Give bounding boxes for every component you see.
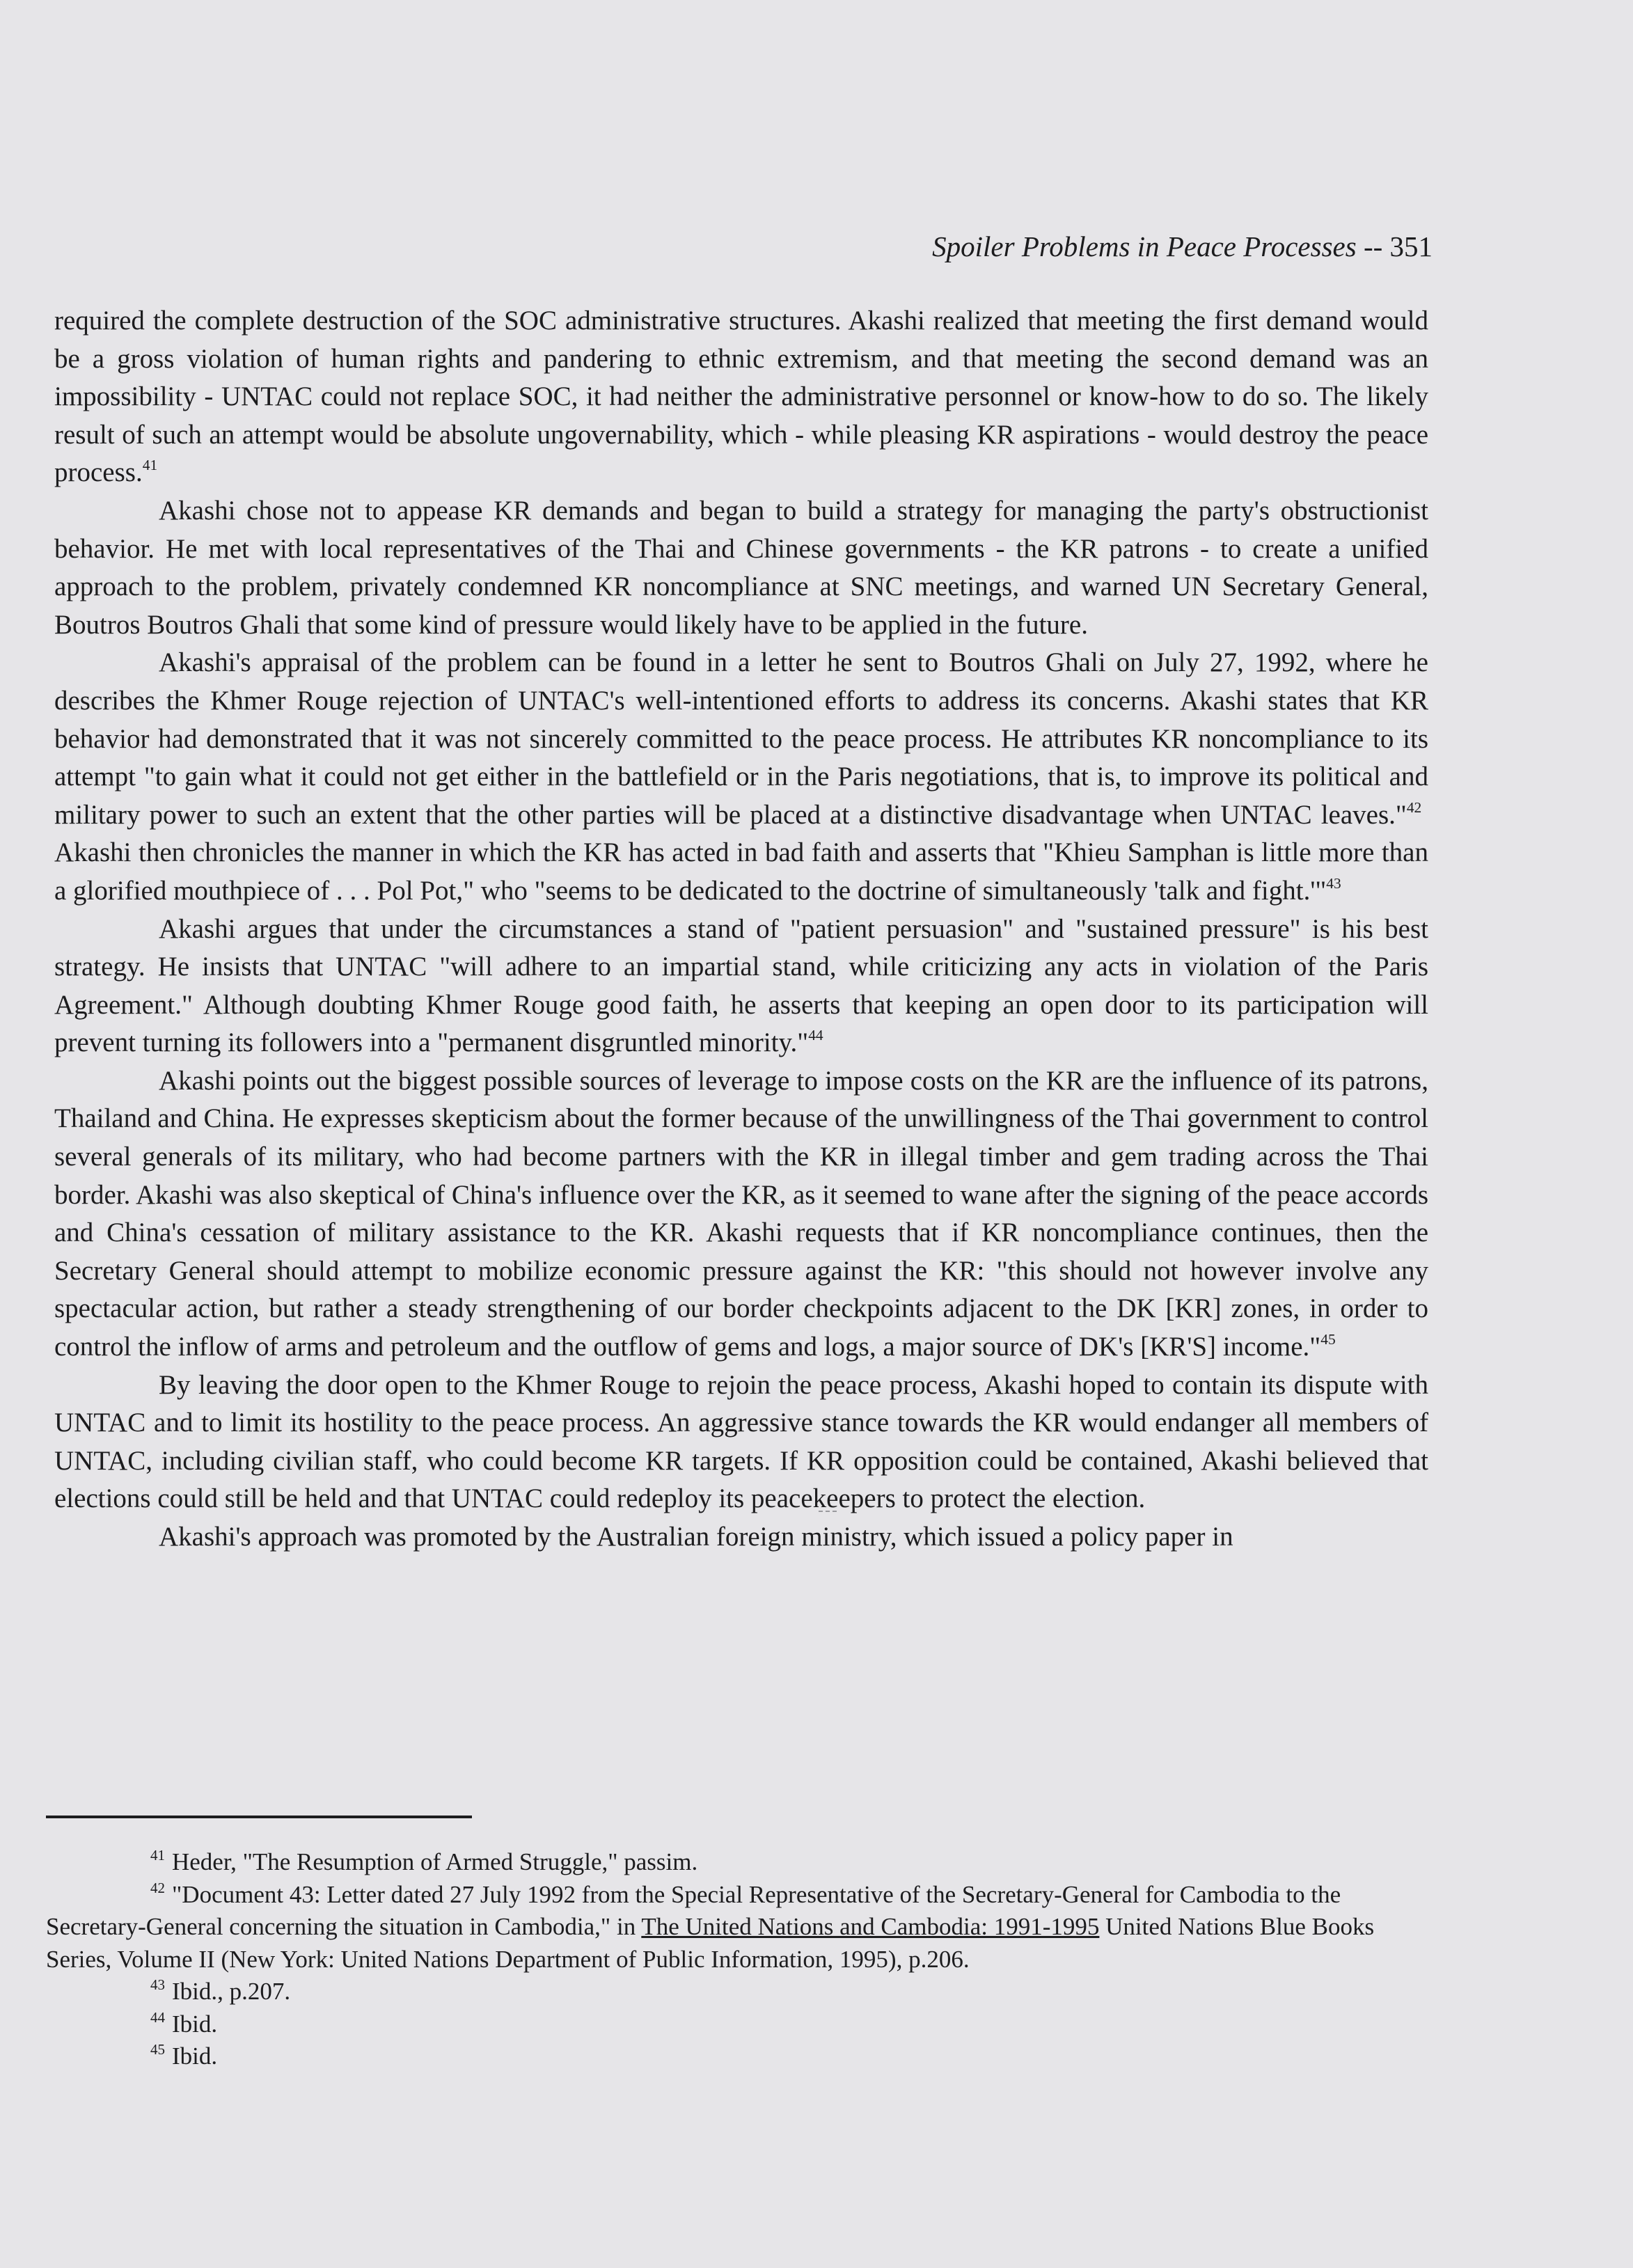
footnote: $^{41}$ Heder, "The Resumption of Armed Struggle," passim. bbox=[150, 1847, 698, 1875]
footnote-number: 44 bbox=[150, 2008, 165, 2026]
footnote-ref: 44 bbox=[808, 1027, 823, 1044]
footnote-ref: 42 bbox=[1406, 798, 1422, 816]
footnote: $^{44}$ Ibid. bbox=[150, 2008, 218, 2038]
paragraph: required the complete destruction of the SOC administrative structures. Akashi realized that meeting the first demand would be a gross violation of human rights and pandering to ethnic extremism, and that meeting the second demand was an impossibility - UNTAC could not replace SOC, it had neither the administrative personnel or know-how to do so. The likely result of such an attempt would be absolute ungovernability, which - while pleasing KR aspirations - would destroy the peace process.$^{41}$ bbox=[54, 306, 1428, 488]
scan-mark bbox=[819, 1511, 837, 1512]
footnote-number: 41 bbox=[150, 1847, 165, 1864]
footnote: $^{42}$ "Document 43: Letter dated 27 July 1992 from the Special Representative of the Secretary-General for Cambodia to the Secretary-General concerning the situation in Cambodia," in The United Nations and Cambodia: 1991-1995 United Nations Blue Books Series, Volume II (New York: United Nations Department of Public Information, 1995), p.206. bbox=[46, 1879, 1375, 1973]
cited-title: The United Nations and Cambodia: 1991-1995 bbox=[641, 1913, 1100, 1940]
paragraph: Akashi argues that under the circumstances a stand of "patient persuasion" and "sustained pressure" is his best strategy. He insists that UNTAC "will adhere to an impartial stand, while criticizing any acts in violation of the Paris Agreement." Although doubting Khmer Rouge good faith, he asserts that keeping an open door to its participation will prevent turning its followers into a "permanent disgruntled minority."$^{44}$ bbox=[54, 913, 1428, 1058]
page-number: 351 bbox=[1389, 230, 1433, 262]
footnote-divider bbox=[46, 1816, 472, 1818]
footnote-ref: 43 bbox=[1326, 874, 1341, 892]
footnote-ref: 41 bbox=[142, 457, 158, 474]
paragraph: Akashi chose not to appease KR demands and began to build a strategy for managing the party's obstructionist behavior. He met with local representatives of the Thai and Chinese governments - the KR patrons - to create a unified approach to the problem, privately condemned KR noncompliance at SNC meetings, and warned UN Secretary General, Boutros Boutros Ghali that some kind of pressure would likely have to be applied in the future. bbox=[54, 495, 1428, 640]
footnote-number: 42 bbox=[150, 1879, 165, 1896]
running-header bbox=[54, 228, 1433, 265]
footnote-number: 45 bbox=[150, 2041, 165, 2058]
running-title: Spoiler Problems in Peace Processes bbox=[932, 230, 1357, 262]
header-separator: -- bbox=[1363, 230, 1383, 262]
body-text bbox=[54, 302, 1428, 1557]
paragraph: By leaving the door open to the Khmer Rouge to rejoin the peace process, Akashi hoped to contain its dispute with UNTAC and to limit its hostility to the peace process. An aggressive stance towards the KR would endanger all members of UNTAC, including civilian staff, who could become KR targets. If KR opposition could be contained, Akashi believed that elections could still be held and that UNTAC could redeploy its peacekeepers to protect the election. bbox=[54, 1369, 1428, 1514]
footnote: $^{43}$ Ibid., p.207. bbox=[150, 1976, 291, 2005]
paragraph: Akashi points out the biggest possible sources of leverage to impose costs on the KR are the influence of its patrons, Thailand and China. He expresses skepticism about the former because of the unwillingness of the Thai government to control several generals of its military, who had become partners with the KR in illegal timber and gem trading across the Thai border. Akashi was also skeptical of China's influence over the KR, as it seemed to wane after the signing of the peace accords and China's cessation of military assistance to the KR. Akashi requests that if KR noncompliance continues, then the Secretary General should attempt to mobilize economic pressure against the KR: "this should not however involve any spectacular action, but rather a steady strengthening of our border checkpoints adjacent to the DK [KR] zones, in order to control the inflow of arms and petroleum and the outflow of gems and logs, a major source of DK's [KR'S] income."$^{45}$ bbox=[54, 1065, 1428, 1362]
paragraph: Akashi's approach was promoted by the Australian foreign ministry, which issued a policy paper in bbox=[159, 1522, 1233, 1552]
footnotes bbox=[46, 1846, 1401, 2073]
paragraph: Akashi's appraisal of the problem can be found in a letter he sent to Boutros Ghali on July 27, 1992, where he describes the Khmer Rouge rejection of UNTAC's well-intentioned efforts to address its concerns. Akashi states that KR behavior had demonstrated that it was not sincerely committed to the peace process. He attributes KR noncompliance to its attempt "to gain what it could not get either in the battlefield or in the Paris negotiations, that is, to improve its political and military power to such an extent that the other parties will be placed at a distinctive disadvantage when UNTAC leaves."$^{42}$ Akashi then chronicles the manner in which the KR has acted in bad faith and asserts that "Khieu Samphan is little more than a glorified mouthpiece of . . . Pol Pot," who "seems to be dedicated to the doctrine of simultaneously 'talk and fight.'"$^{43}$ bbox=[54, 647, 1428, 906]
footnote-number: 43 bbox=[150, 1976, 165, 1994]
footnote: $^{45}$ Ibid. bbox=[150, 2041, 218, 2070]
footnote-ref: 45 bbox=[1320, 1330, 1336, 1348]
